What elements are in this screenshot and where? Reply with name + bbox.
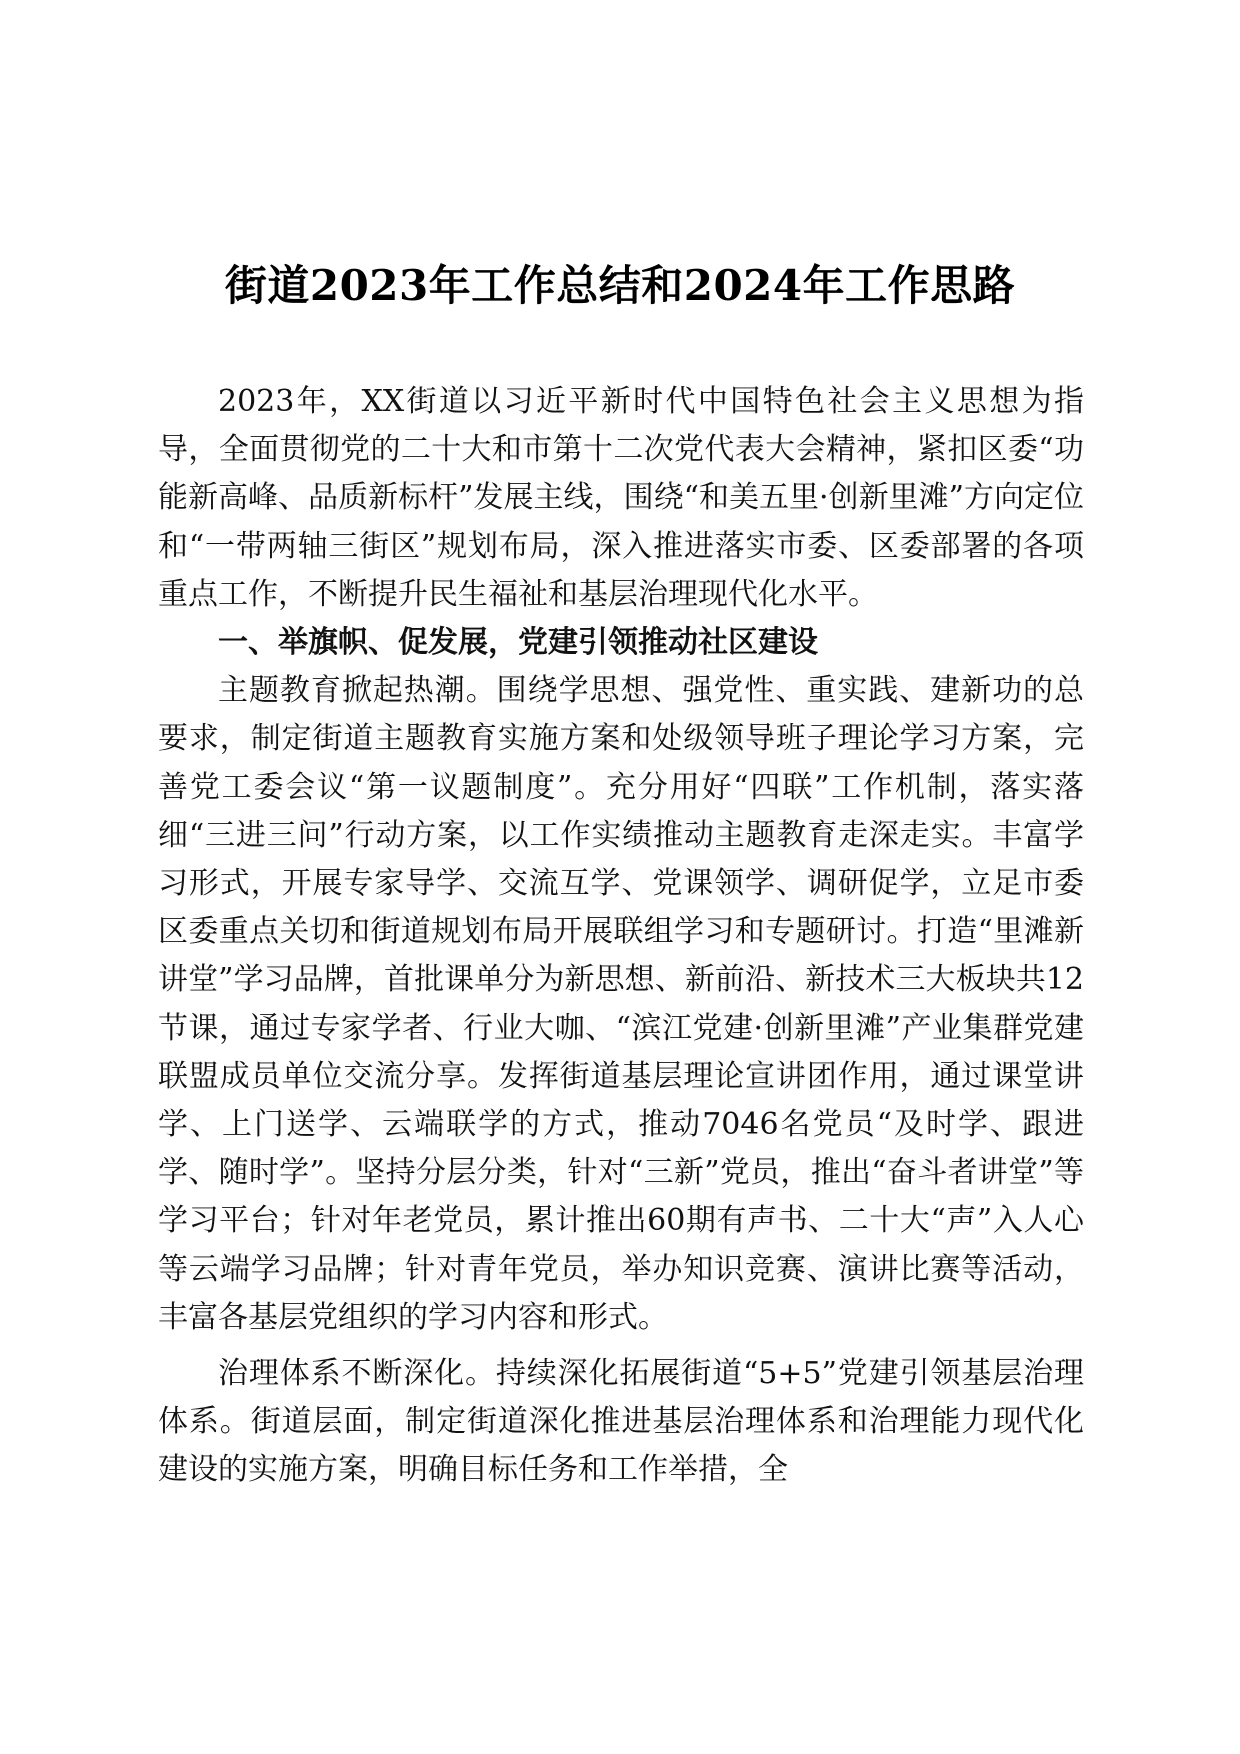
document-title: 街道2023年工作总结和2024年工作思路 — [224, 261, 1016, 311]
intro-paragraph: 2023年，XX街道以习近平新时代中国特色社会主义思想为指导，全面贯彻党的二十大和市第十二次党代表大会精神，紧扣区委“功能新高峰、品质新标杆”发展主线，围绕“和美五里·创新里滩”方向定位和“一带两轴三街区”规划布局，深入推进落实市委、区委部署的各项重点工作，不断提升民生福祉和基层治理现代化水平。 — [158, 384, 1084, 612]
section-heading: 一、举旗帜、促发展，党建引领推动社区建设 — [218, 625, 818, 661]
body-paragraph: 治理体系不断深化。持续深化拓展街道“5+5”党建引领基层治理体系。街道层面，制定街道深化推进基层治理体系和治理能力现代化建设的实施方案，明确目标任务和工作举措，全 — [158, 1356, 1084, 1488]
document-body — [158, 378, 1084, 1495]
body-paragraph: 主题教育掀起热潮。围绕学思想、强党性、重实践、建新功的总要求，制定街道主题教育实施方案和处级领导班子理论学习方案，完善党工委会议“第一议题制度”。充分用好“四联”工作机制，落实落细“三进三问”行动方案，以工作实绩推动主题教育走深走实。丰富学习形式，开展专家导学、交流互学、党课领学、调研促学，立足市委区委重点关切和街道规划布局开展联组学习和专题研讨。打造“里滩新讲堂”学习品牌，首批课单分为新思想、新前沿、新技术三大板块共12节课，通过专家学者、行业大咖、“滨江党建·创新里滩”产业集群党建联盟成员单位交流分享。发挥街道基层理论宣讲团作用，通过课堂讲学、上门送学、云端联学的方式，推动7046名党员“及时学、跟进学、随时学”。坚持分层分类，针对“三新”党员，推出“奋斗者讲堂”等学习平台；针对年老党员，累计推出60期有声书、二十大“声”入人心等云端学习品牌；针对青年党员，举办知识竞赛、演讲比赛等活动，丰富各基层党组织的学习内容和形式。 — [158, 673, 1084, 1335]
